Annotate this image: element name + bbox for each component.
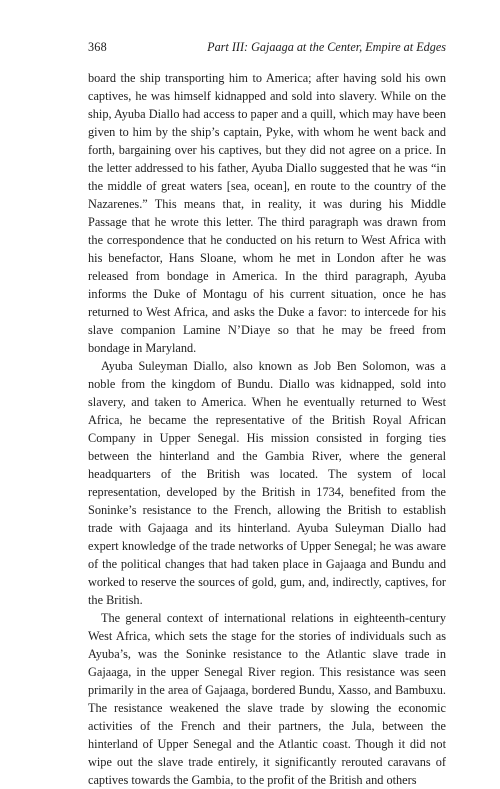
- paragraph-continued: board the ship transporting him to America; after having sold his own captives, he was himself kidnapped and sold into slavery. While on the ship, Ayuba Diallo had access to paper and a quill, which may have been given to him by the ship’s captain, Pyke, with whom he went back and forth, bargaining over his captives, but they did not agree on a price. In the letter addressed to his father, Ayuba Diallo suggested that he was “in the middle of great waters [sea, ocean], en route to the country of the Nazarenes.” This means that, in reality, it was during his Middle Passage that he wrote this letter. The third paragraph was drawn from the correspondence that he conducted on his return to West Africa with his benefactor, Hans Sloane, whom he met in London after he was released from bondage in America. In the third paragraph, Ayuba informs the Duke of Montagu of his current situation, once he has returned to West Africa, and asks the Duke a favor: to intercede for his slave companion Lamine N’Diaye so that he may be freed from bondage in Maryland.: [88, 71, 446, 355]
- running-head: [88, 40, 446, 55]
- running-title: Part III: Gajaaga at the Center, Empire at Edges: [207, 40, 446, 54]
- body-text: [88, 69, 446, 789]
- page-number: 368: [88, 40, 107, 54]
- paragraph-ayuba-diallo: Ayuba Suleyman Diallo, also known as Job Ben Solomon, was a noble from the kingdom of Bundu. Diallo was kidnapped, sold into slavery, and taken to America. When he eventually returned to West Africa, he became the representative of the British Royal African Company in Upper Senegal. His mission consisted in forging ties between the hinterland and the Gambia River, where the general headquarters of the British was located. The system of local representation, developed by the British in 1734, benefited from the Soninke’s resistance to the French, allowing the British to establish trade with Gajaaga and its hinterland. Ayuba Suleyman Diallo had expert knowledge of the trade networks of Upper Senegal; he was aware of the political changes that had taken place in Gajaaga and Bundu and worked to reserve the sources of gold, gum, and, indirectly, captives, for the British.: [88, 359, 446, 607]
- paragraph-general-context: The general context of international relations in eighteenth-century West Africa, which sets the stage for the stories of individuals such as Ayuba’s, was the Soninke resistance to the Atlantic slave trade in Gajaaga, in the upper Senegal River region. This resistance was seen primarily in the area of Gajaaga, bordered Bundu, Xasso, and Bambuxu. The resistance weakened the slave trade by slowing the economic activities of the French and their partners, the Jula, between the hinterland of Upper Senegal and the Atlantic coast. Though it did not wipe out the slave trade entirely, it significantly rerouted caravans of captives towards the Gambia, to the profit of the British and others: [88, 611, 446, 787]
